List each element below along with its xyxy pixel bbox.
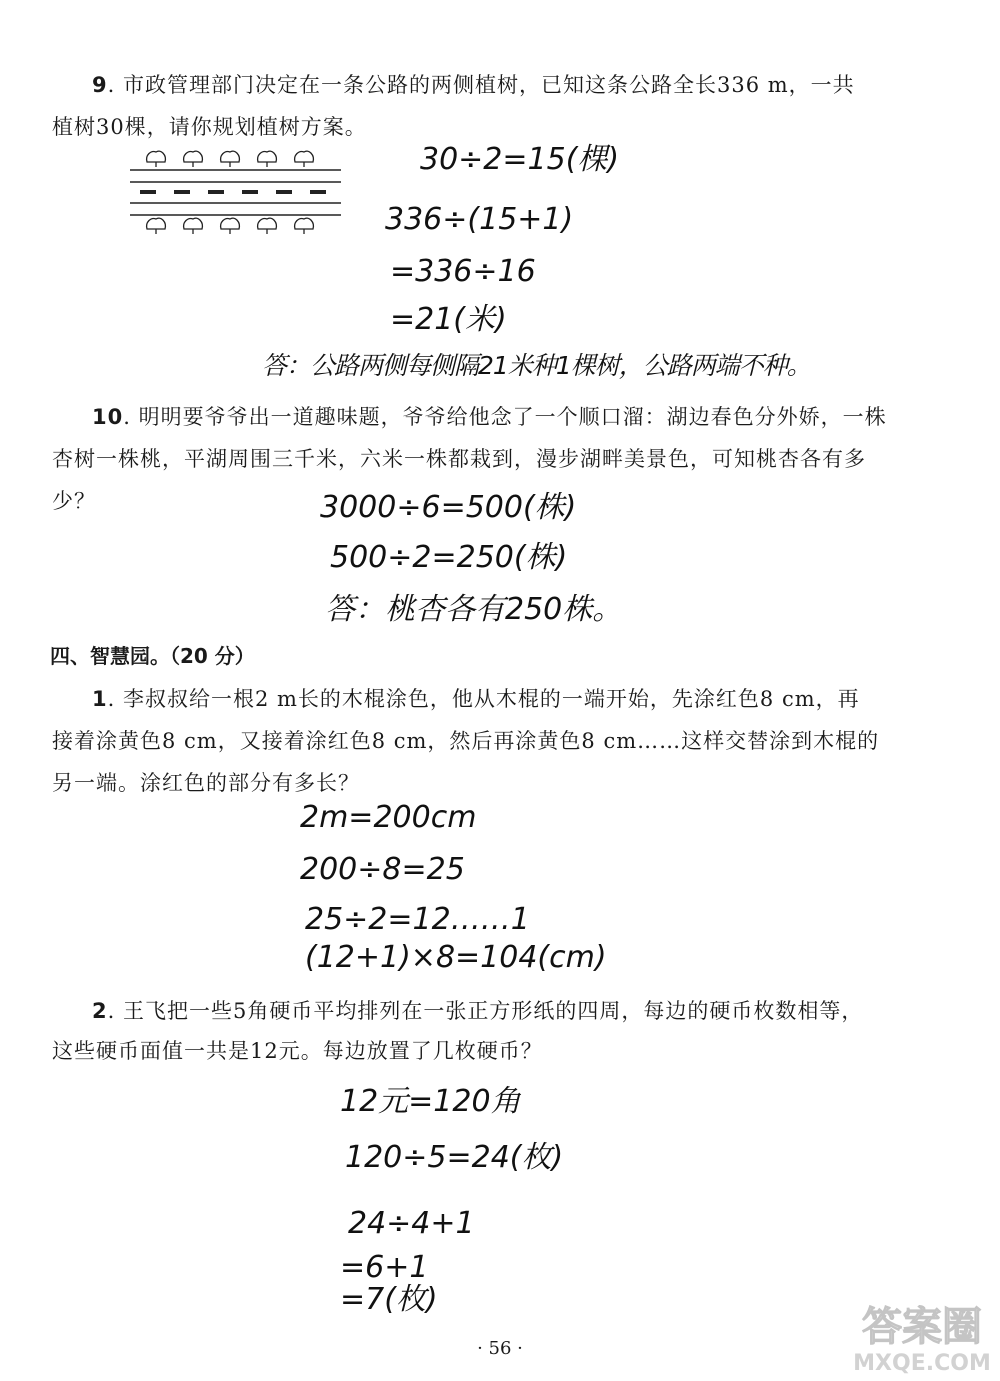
s4-problem-1-work-3: 25÷2=12……1 <box>305 902 530 937</box>
watermark-url: MXQE.COM <box>853 1351 991 1376</box>
s4-problem-1-work-4: (12+1)×8=104(cm) <box>305 940 607 975</box>
problem-9-work-1: 30÷2=15(棵) <box>420 142 620 177</box>
problem-9-number: 9 <box>92 73 108 97</box>
problem-9-answer: 答：公路两侧每侧隔21米种1棵树，公路两端不种。 <box>262 351 811 380</box>
s4-problem-2-line-1: 2. 王飞把一些5角硬币平均排列在一张正方形纸的四周，每边的硬币枚数相等， <box>92 999 864 1023</box>
s4-problem-1-work-2: 200÷8=25 <box>300 852 465 887</box>
s4-problem-1-line-3: 另一端。涂红色的部分有多长？ <box>52 771 360 795</box>
s4-problem-2-work-5: =7(枚) <box>340 1282 438 1317</box>
problem-10-work-1: 3000÷6=500(株) <box>320 490 577 525</box>
problem-9-work-3: =336÷16 <box>390 254 536 289</box>
s4-problem-2-work-2: 120÷5=24(枚) <box>345 1140 564 1175</box>
problem-9-line-2: 植树30棵，请你规划植树方案。 <box>52 115 367 139</box>
problem-10-line-3: 少？ <box>52 489 96 513</box>
tree-icons-top <box>147 151 314 167</box>
problem-10-number: 10 <box>92 405 124 429</box>
s4-problem-2-line-2: 这些硬币面值一共是12元。每边放置了几枚硬币？ <box>52 1039 543 1063</box>
problem-9-work-2: 336÷(15+1) <box>385 202 574 237</box>
s4-problem-1-number: 1 <box>92 687 108 711</box>
s4-problem-2-work-4: =6+1 <box>340 1250 429 1285</box>
s4-problem-1-line-2: 接着涂黄色8 cm，又接着涂红色8 cm，然后再涂黄色8 cm……这样交替涂到木棍的 <box>52 729 880 753</box>
problem-9-line-1: 9. 市政管理部门决定在一条公路的两侧植树，已知这条公路全长336 m，一共 <box>92 73 855 97</box>
problem-10-answer: 答：桃杏各有250株。 <box>325 592 623 627</box>
problem-9-work-4: =21(米) <box>390 302 507 337</box>
road-dashes <box>140 190 326 194</box>
answer-circle-watermark-logo <box>850 1300 995 1378</box>
s4-problem-1-work-1: 2m=200cm <box>300 800 477 835</box>
svg-text:答案圈: 答案圈 <box>862 1304 982 1350</box>
tree-icons-bottom <box>147 218 314 234</box>
s4-problem-2-work-3: 24÷4+1 <box>348 1206 475 1241</box>
page-number: · 56 · <box>477 1338 523 1359</box>
problem-10-line-1: 10. 明明要爷爷出一道趣味题，爷爷给他念了一个顺口溜：湖边春色分外娇，一株 <box>92 405 887 429</box>
s4-problem-1-line-1: 1. 李叔叔给一根2 m长的木棍涂色，他从木棍的一端开始，先涂红色8 cm，再 <box>92 687 860 711</box>
s4-problem-2-number: 2 <box>92 999 108 1023</box>
problem-10-line-2: 杏树一株桃，平湖周围三千米，六米一株都栽到，漫步湖畔美景色，可知桃杏各有多 <box>52 447 866 471</box>
section-4-title: 四、智慧园。（20 分） <box>50 644 255 668</box>
tree-planting-diagram <box>128 145 343 240</box>
s4-problem-2-work-1: 12元=120角 <box>340 1084 521 1119</box>
problem-10-work-2: 500÷2=250(株) <box>330 540 568 575</box>
